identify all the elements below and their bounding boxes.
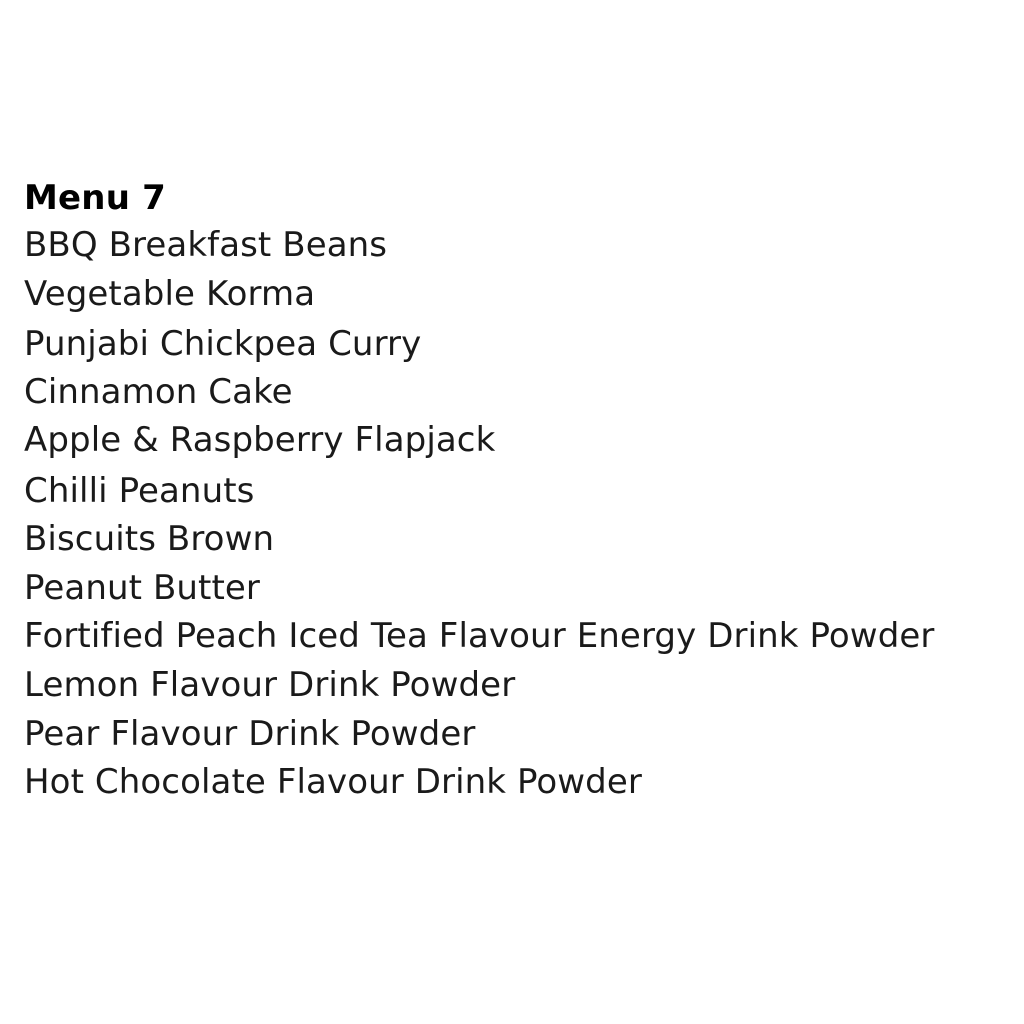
list-item: Biscuits Brown — [24, 519, 275, 560]
list-item: Cinnamon Cake — [24, 371, 293, 412]
list-item: BBQ Breakfast Beans — [24, 225, 388, 266]
list-item: Lemon Flavour Drink Powder — [24, 665, 516, 705]
list-item: Fortified Peach Iced Tea Flavour Energy Drink Powder — [24, 616, 935, 657]
list-item: Hot Chocolate Flavour Drink Powder — [24, 762, 642, 803]
list-item: Apple & Raspberry Flapjack — [24, 419, 496, 460]
list-item: Punjabi Chickpea Curry — [24, 323, 422, 364]
page-title: Menu 7 — [24, 178, 166, 218]
list-item: Vegetable Korma — [24, 274, 316, 315]
menu-block — [24, 178, 1014, 807]
list-item: Peanut Butter — [24, 567, 261, 608]
list-item: Chilli Peanuts — [24, 470, 255, 511]
menu-item-list — [24, 221, 1014, 806]
list-item: Pear Flavour Drink Powder — [24, 713, 476, 754]
